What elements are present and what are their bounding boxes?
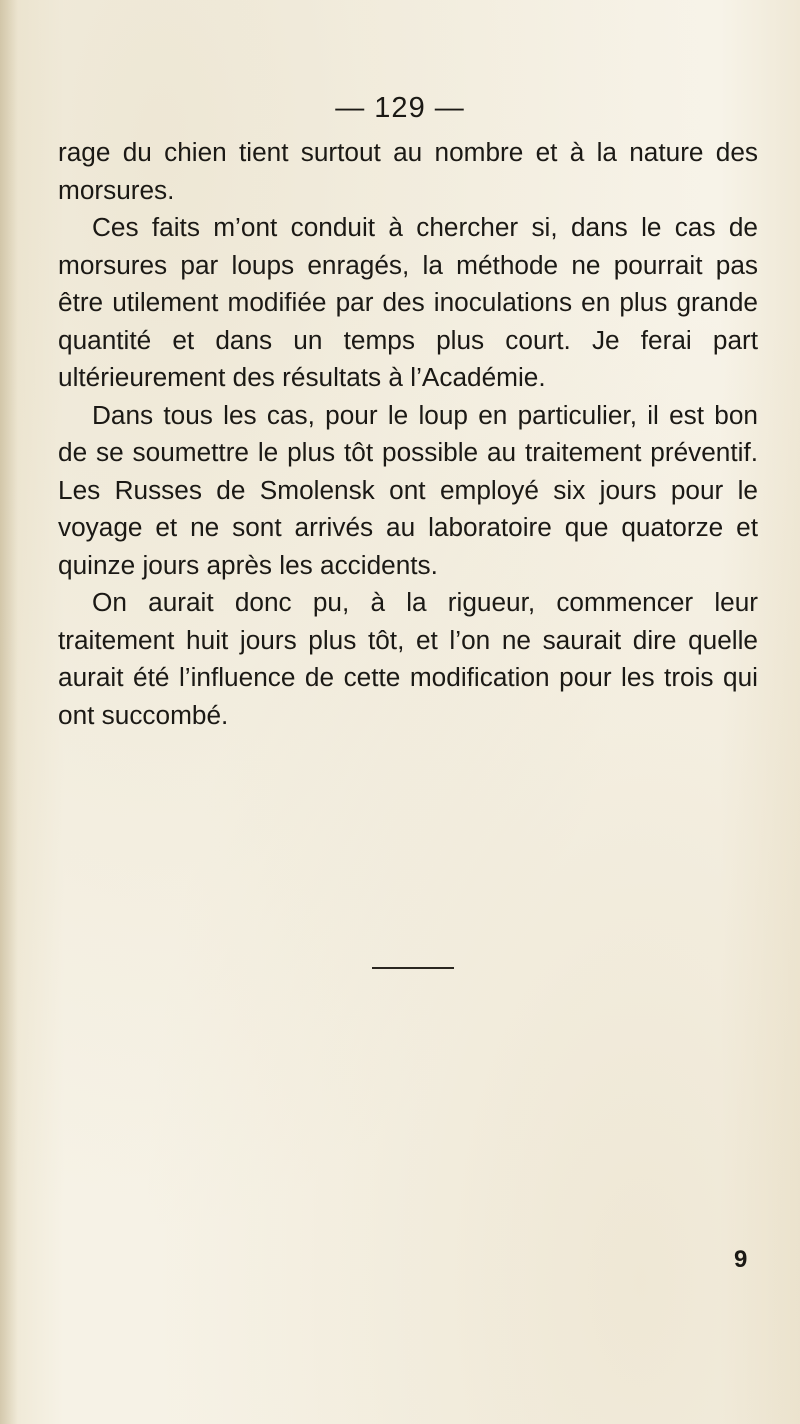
- paragraph-1: rage du chien tient surtout au nombre et à la nature des morsures.: [58, 137, 758, 205]
- page-edge-shadow: [0, 0, 18, 1424]
- section-divider-rule: [372, 967, 454, 969]
- paragraph-3: Dans tous les cas, pour le loup en particulier, il est bon de se soumettre le plus tôt possible au traitement préventif. Les Russes de Smolensk ont employé six jours pour le voyage et ne sont arrivés au laboratoire que quatorze et quinze jours après les accidents.: [58, 399, 758, 580]
- body-text: [58, 134, 758, 734]
- page-number-header: — 129 —: [335, 92, 465, 124]
- paragraph-4: On aurait donc pu, à la rigueur, commencer leur traitement huit jours plus tôt, et l’on ne saurait dire quelle aurait été l’influence de cette modification pour les trois qui ont succombé.: [58, 587, 758, 730]
- signature-mark: 9: [734, 1246, 748, 1273]
- paragraph-2: Ces faits m’ont conduit à chercher si, dans le cas de morsures par loups enragés, la méthode ne pourrait pas être utilement modifiée par des inoculations en plus grande quantité et dans un temps plus court. Je ferai part ultérieurement des résultats à l’Académie.: [58, 212, 758, 392]
